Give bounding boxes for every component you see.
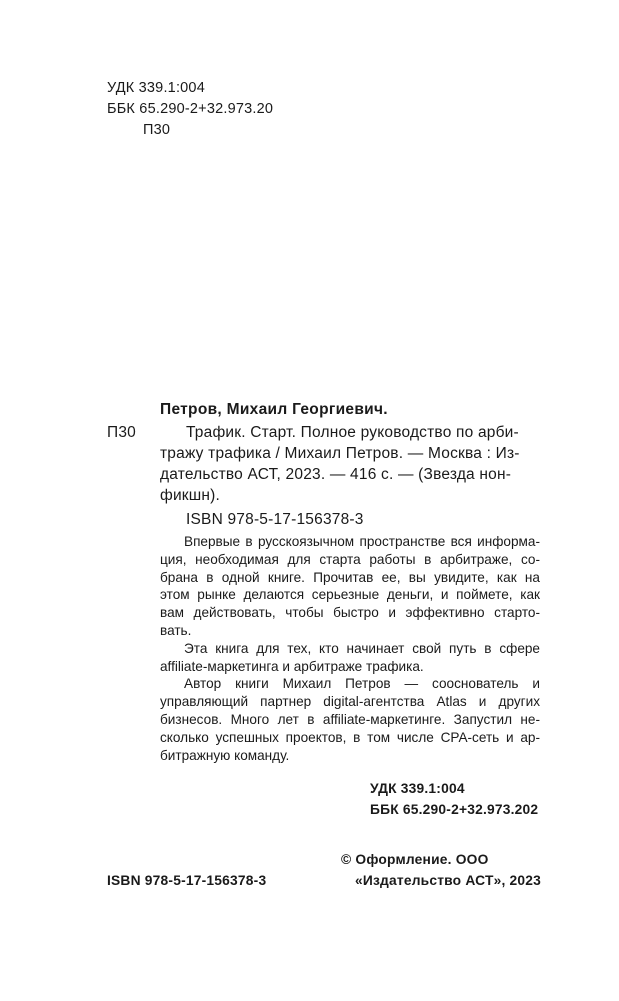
annotation-line: вать. bbox=[160, 622, 192, 638]
annotation-line: вам действовать, чтобы быстро и эффективно старто- bbox=[160, 605, 540, 621]
udk-code-bottom: УДК 339.1:004 bbox=[370, 781, 465, 796]
annotation-line: Впервые в русскоязычном пространстве вся информа- bbox=[184, 534, 540, 549]
annotation bbox=[160, 533, 540, 764]
description-line: Трафик. Старт. Полное руководство по арби- bbox=[186, 424, 519, 441]
udk-code-top: УДК 339.1:004 bbox=[107, 80, 205, 96]
annotation-line: этом рынке делаются серьезные деньги, и поймете, как bbox=[160, 587, 540, 603]
annotation-line: управляющий партнер digital-агентства Atlas и других bbox=[160, 694, 540, 710]
annotation-paragraph bbox=[160, 675, 540, 764]
annotation-line: битражную команду. bbox=[160, 747, 290, 763]
annotation-line: Автор книги Михаил Петров — сооснователь и bbox=[184, 676, 540, 692]
annotation-paragraph bbox=[160, 640, 540, 676]
author-mark-top: П30 bbox=[143, 122, 171, 138]
description-line: дательство АСТ, 2023. — 416 с. — (Звезда нон- bbox=[160, 466, 512, 483]
bbk-code-top: ББК 65.290-2+32.973.20 bbox=[107, 101, 274, 117]
annotation-line: бизнесов. Много лет в affiliate-маркетинге. Запустил не- bbox=[160, 711, 540, 727]
copyright-publisher: «Издательство АСТ», 2023 bbox=[355, 873, 542, 888]
isbn-bottom: ISBN 978-5-17-156378-3 bbox=[107, 873, 267, 888]
annotation-paragraph bbox=[160, 533, 540, 640]
author-mark: П30 bbox=[107, 424, 136, 441]
bbk-code-bottom: ББК 65.290-2+32.973.202 bbox=[370, 802, 539, 817]
author-name: Петров, Михаил Георгиевич. bbox=[160, 401, 388, 418]
isbn-catalog: ISBN 978-5-17-156378-3 bbox=[186, 511, 364, 528]
copyright-line: © Оформление. ООО bbox=[341, 852, 489, 867]
description-line: фикшн). bbox=[160, 487, 221, 504]
annotation-line: Эта книга для тех, кто начинает свой путь в сфере bbox=[184, 640, 540, 656]
annotation-line: сколько успешных проектов, в том числе CPA-сеть и ар- bbox=[160, 729, 540, 745]
annotation-line: брана в одной книге. Прочитав ее, вы увидите, как на bbox=[160, 569, 540, 585]
annotation-line: affiliate-маркетинга и арбитраже трафика. bbox=[160, 658, 424, 674]
annotation-line: ция, необходимая для старта работы в арбитраже, со- bbox=[160, 551, 540, 567]
description-line: тражу трафика / Михаил Петров. — Москва : Из- bbox=[160, 445, 520, 462]
